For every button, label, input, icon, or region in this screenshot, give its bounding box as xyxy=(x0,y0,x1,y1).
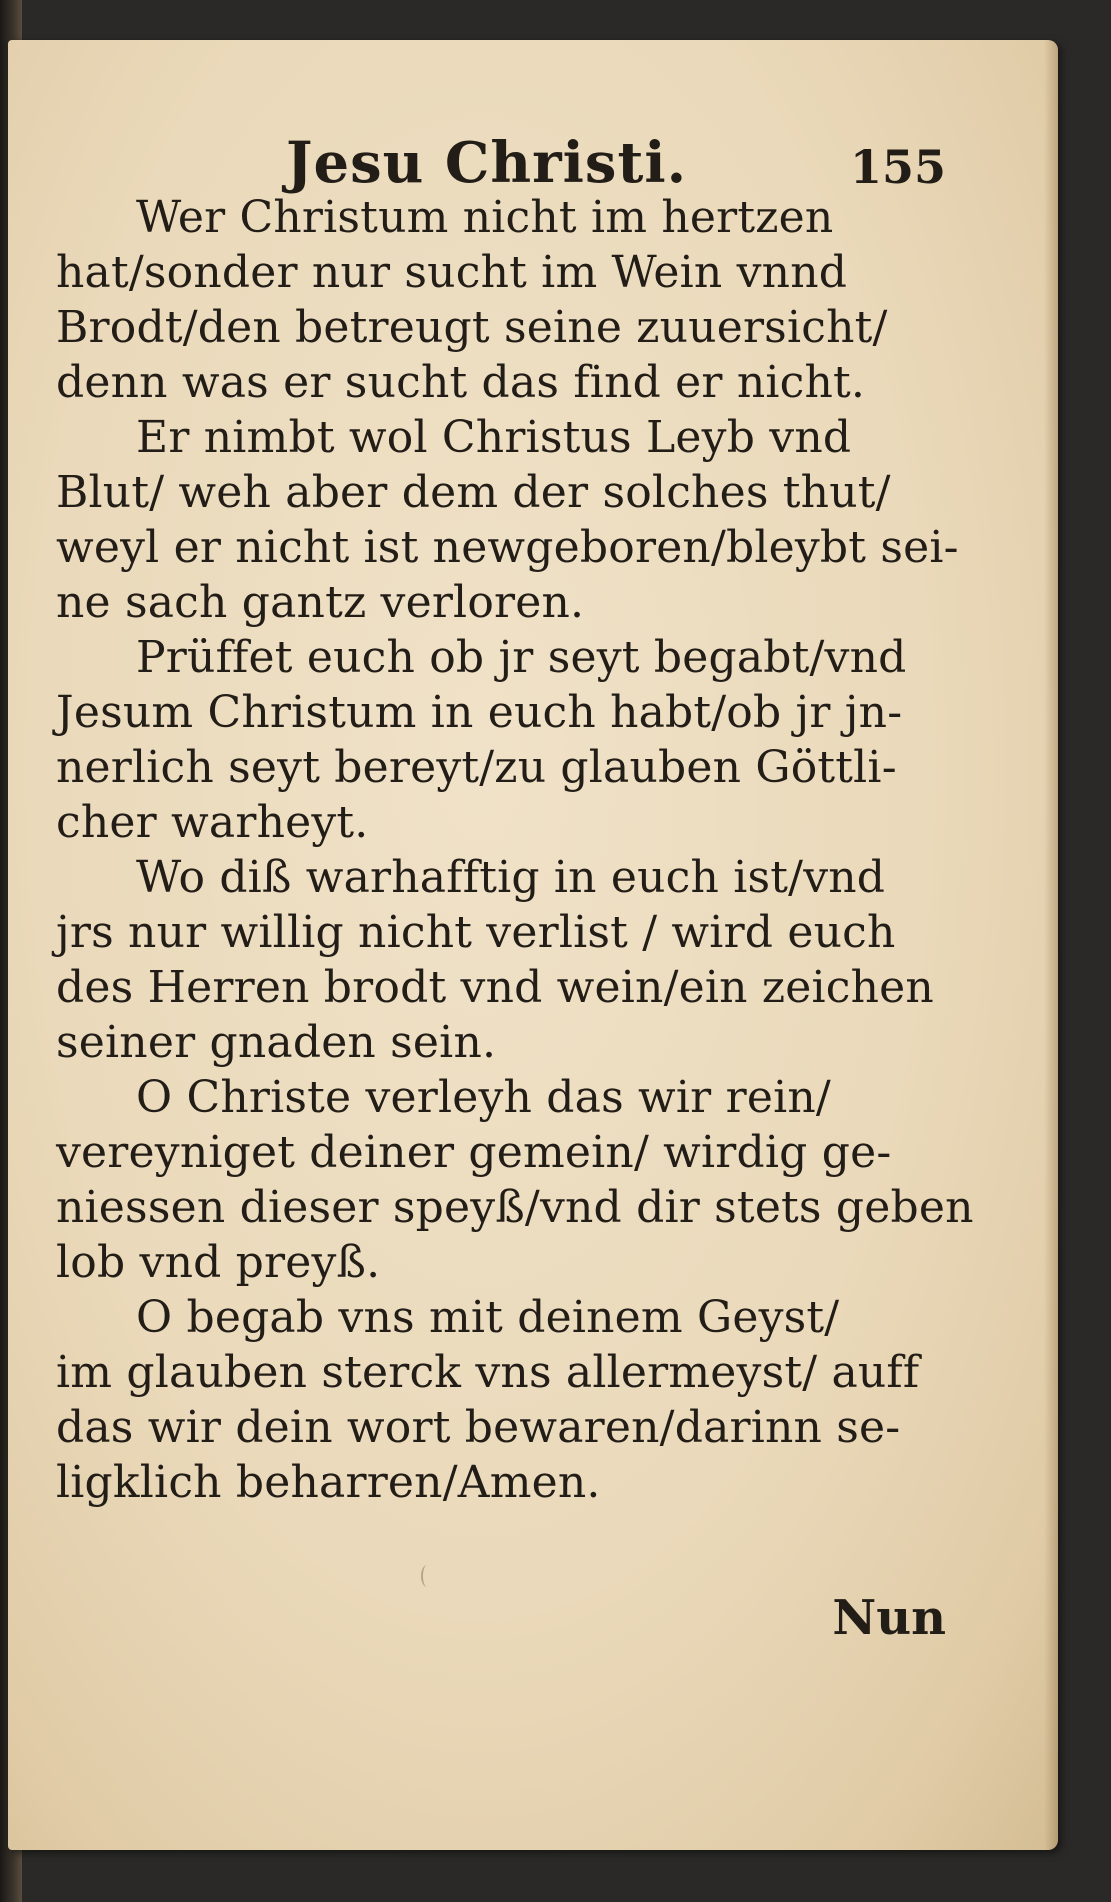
page-edge-shadow xyxy=(1044,40,1058,1850)
page-number: 155 xyxy=(849,140,946,194)
text-line: ligklich beharren/Amen. xyxy=(56,1457,601,1508)
paragraph xyxy=(56,1070,974,1290)
text-line: cher warheyt. xyxy=(56,797,369,848)
text-line: denn was er sucht das find er nicht. xyxy=(56,357,866,408)
text-line: im glauben sterck vns allermeyst/ auff xyxy=(56,1347,920,1398)
text-line: O begab vns mit deinem Geyst/ xyxy=(136,1292,840,1343)
text-line: vereyniget deiner gemein/ wirdig ge- xyxy=(56,1127,892,1178)
paragraph xyxy=(56,850,936,1070)
text-line: Wer Christum nicht im hertzen xyxy=(136,192,834,243)
text-line: das wir dein wort bewaren/darinn se- xyxy=(56,1402,901,1453)
paragraph xyxy=(56,190,936,410)
text-line: hat/sonder nur sucht im Wein vnnd xyxy=(56,247,848,298)
text-block xyxy=(56,100,974,1646)
running-head: Jesu Christi. xyxy=(286,130,688,196)
text-line: des Herren brodt vnd wein/ein zeichen xyxy=(56,962,934,1013)
paragraph xyxy=(56,630,936,850)
text-line: Er nimbt wol Christus Leyb vnd xyxy=(136,412,852,463)
paper-mark xyxy=(421,1565,433,1587)
paragraph xyxy=(56,1290,936,1510)
catchword: Nun xyxy=(832,1590,946,1646)
text-line: Blut/ weh aber dem der solches thut/ xyxy=(56,467,891,518)
book-page xyxy=(8,40,1058,1850)
text-line: O Christe verleyh das wir rein/ xyxy=(136,1072,831,1123)
text-line: Brodt/den betreugt seine zuuersicht/ xyxy=(56,302,888,353)
text-line: Prüffet euch ob jr seyt begabt/vnd xyxy=(136,632,907,683)
paragraph xyxy=(56,410,959,630)
text-line: ne sach gantz verloren. xyxy=(56,577,585,628)
text-line: Jesum Christum in euch habt/ob jr jn- xyxy=(56,687,903,738)
text-line: Wo diß warhafftig in euch ist/vnd xyxy=(136,852,886,903)
text-line: weyl er nicht ist newgeboren/bleybt sei- xyxy=(56,522,959,573)
text-line: lob vnd preyß. xyxy=(56,1237,381,1288)
text-line: jrs nur willig nicht verlist / wird euch xyxy=(56,907,896,958)
text-line: niessen dieser speyß/vnd dir stets geben xyxy=(56,1182,974,1233)
page-header xyxy=(56,100,946,196)
text-line: nerlich seyt bereyt/zu glauben Göttli- xyxy=(56,742,897,793)
text-line: seiner gnaden sein. xyxy=(56,1017,497,1068)
